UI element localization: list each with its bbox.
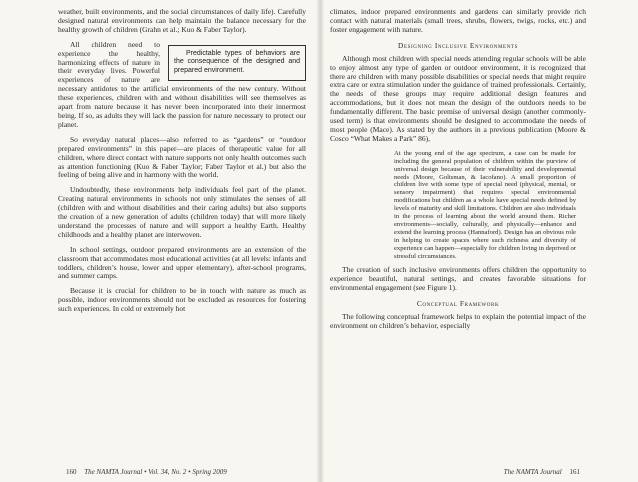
body-paragraph: The following conceptual framework helps to explain the potential impact of the environment on children’s behavior, especially <box>330 312 586 331</box>
section-heading: Designing Inclusive Environments <box>398 40 518 50</box>
block-quote: At the young end of the age spectrum, a case can be made for including the general population of children within the purview of universal design because of their vulnerability and developmental needs (Moore, Goltsman, & Iacofano). A small proportion of children live with some type of special need (physical, mental, or sensory impairment) that requires special environmental modifications but children as a whole have special needs defined by levels of maturity and skill limitations. Children are also individuals in the process of learning about the world around them. Richer environments—socially, culturally, and physically—enhance and extend the learning process (Hannaford). Design has an obvious role in helping to create spaces where such richness and diversity of experience can happen—especially for children living in deprived or stressful circumstances. <box>394 149 576 260</box>
body-paragraph: The creation of such inclusive environments offers children the opportunity to experience beautiful, natural settings, and creates favorable situations for environmental engagement (see Figure 1). <box>330 265 586 293</box>
page-number: 160 <box>66 468 77 476</box>
body-paragraph-text: All children need to experience the healthy, harmonizing effects of nature in their everyday lives. Powerful experiences of nature are necessary antidotes to the artificial environments of the new century. Without these experiences, children with and without disabilities will see themselves as apart from nature because it has never been incorporated into their innermost being. If so, as adults they will lack the passion for nature necessary to protect our planet. <box>58 39 306 129</box>
left-page <box>58 8 306 320</box>
body-paragraph: climates, indoor prepared environments and gardens can similarly provide rich contact with natural materials (small trees, shrubs, flowers, twigs, rocks, etc.) and foster engagement with nature. <box>330 7 586 34</box>
book-gutter <box>316 0 324 482</box>
page-number: 161 <box>569 468 580 476</box>
body-paragraph: In school settings, outdoor prepared environments are an extension of the classroom that accommodates most educational activities (at all levels: infants and toddlers, children’s house, lower and upper elementary), after-school programs, and summer camps. <box>58 244 306 281</box>
body-paragraph: Although most children with special needs attending regular schools will be able to enjoy almost any type of garden or outdoor environment, it is recognized that there are children with many possible disabilities or special needs that might require extra care or extra stimulation under the guidance of trained professionals. Certainly, the needs of these groups may require additional design features and accommodations, but it does not mean the design of the outdoors needs to be fundamentally different. The basic premise of universal design (another commonly-used term) is that environments should be designed to accommodate the needs of most people (Mace). As stated by the authors in a previous publication (Moore & Cosco “What Makes a Park” 86), <box>330 53 586 143</box>
pullquote-box: Predictable types of behaviors are the consequence of the designed and prepared environment. <box>168 45 306 81</box>
journal-name: The NAMTA Journal <box>503 468 562 476</box>
right-page-footer <box>504 468 586 476</box>
left-page-footer <box>60 468 227 476</box>
body-paragraph: Because it is crucial for children to be in touch with nature as much as possible, indoor environments should not be excluded as resources for fostering such experiences. In cold or extremely hot <box>58 286 306 314</box>
body-paragraph: So everyday natural places—also referred to as “gardens” or “outdoor prepared environments” in this paper—are places of therapeutic value for all children, where direct contact with nature supports not only health outcomes such as attention functioning (Kuo & Faber Taylor; Faber Taylor et al.) but also the feeling of being alive and in harmony with the world. <box>58 134 306 180</box>
journal-citation: The NAMTA Journal • Vol. 34, No. 2 • Spring 2009 <box>84 468 227 476</box>
body-paragraph: Undoubtedly, these environments help individuals feel part of the planet. Creating natural environments in schools not only stimulates the senses of all (children with and without disabilities and their caring adults) but also supports the creation of a new generation of adults (children today) that will more likely understand the processes of nature and will support a healthy Earth. Healthy childhoods and a healthy planet are interwoven. <box>58 185 306 239</box>
body-paragraph <box>58 41 306 130</box>
body-paragraph: weather, built environments, and the social circumstances of daily life). Carefully designed natural environments can help maintain the balance necessary for the healthy growth of children (Grahn et al.; Kuo & Faber Taylor). <box>58 7 306 34</box>
section-heading: Conceptual Framework <box>416 299 500 309</box>
right-page <box>330 8 586 337</box>
